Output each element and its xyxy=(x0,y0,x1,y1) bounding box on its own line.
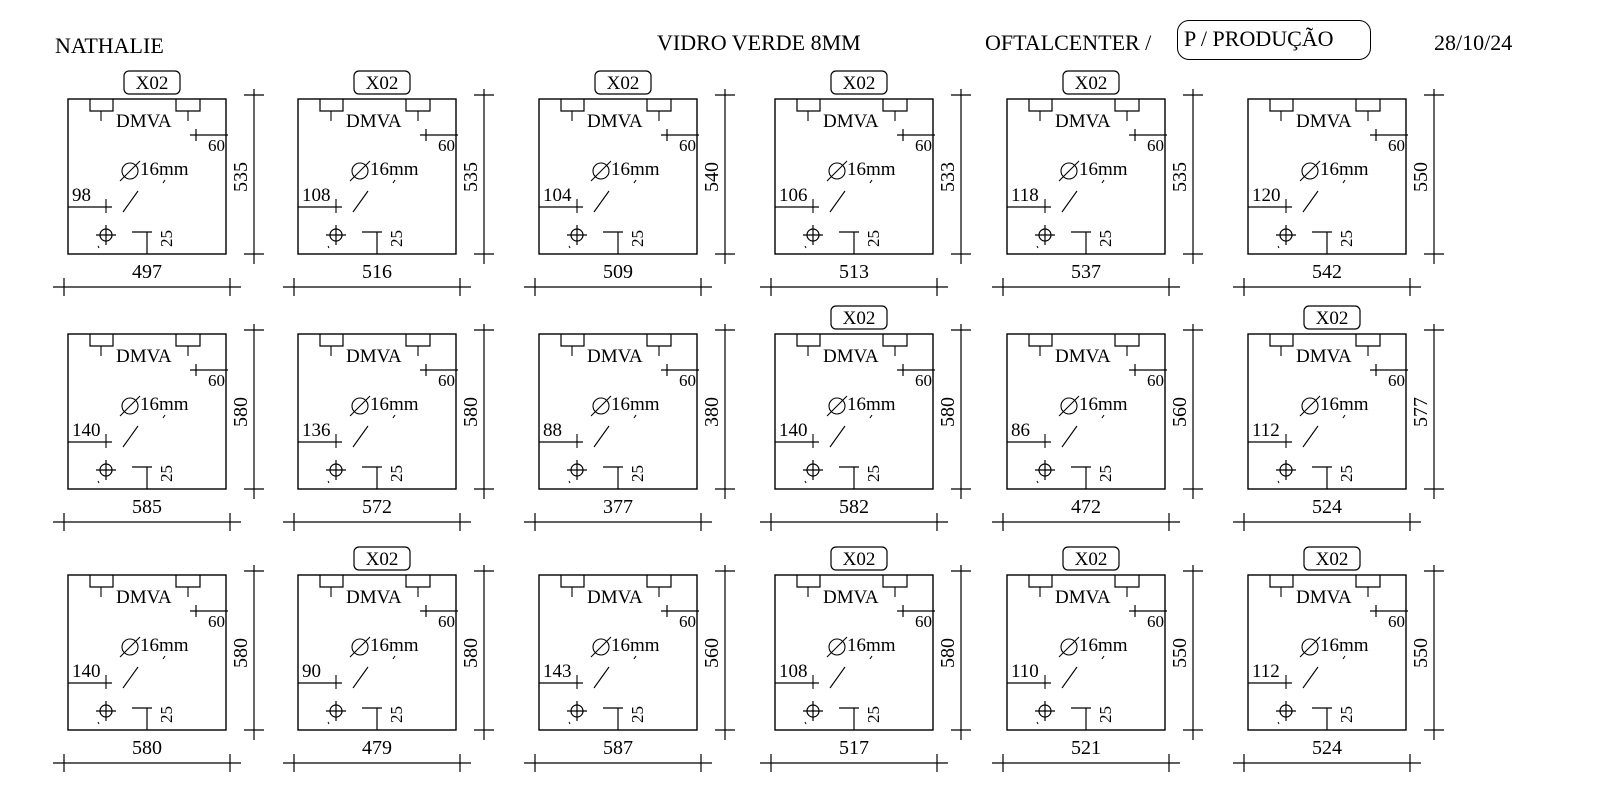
hole-dot xyxy=(98,246,99,248)
hole-dot xyxy=(805,246,806,248)
leader-line xyxy=(594,667,609,688)
hardware-label: DMVA xyxy=(823,346,879,367)
hinge-notch-right xyxy=(1115,334,1139,346)
hole-size-label: 16mm xyxy=(370,635,419,656)
edge-offset-label: 60 xyxy=(915,371,932,390)
hole-size-label: 16mm xyxy=(1320,394,1369,415)
leader-tick xyxy=(634,656,636,659)
edge-offset-label: 60 xyxy=(679,612,696,631)
leader-line xyxy=(594,426,609,447)
hole-size-label: 16mm xyxy=(370,159,419,180)
side-offset-label: 112 xyxy=(1252,420,1280,441)
leader-line xyxy=(1062,667,1077,688)
width-label: 377 xyxy=(603,496,633,518)
width-label: 524 xyxy=(1312,737,1342,759)
hinge-notch-left xyxy=(1270,575,1293,587)
leader-tick xyxy=(393,415,395,418)
leader-line xyxy=(353,426,368,447)
edge-offset-label: 60 xyxy=(208,612,225,631)
hinge-notch-left xyxy=(320,99,343,111)
height-label: 580 xyxy=(937,638,959,668)
leader-tick xyxy=(870,180,872,183)
hole-dot xyxy=(805,481,806,483)
diameter-slash xyxy=(350,637,370,657)
hinge-notch-right xyxy=(647,99,671,111)
hardware-label: DMVA xyxy=(346,111,402,132)
width-label: 587 xyxy=(603,737,633,759)
hinge-notch-right xyxy=(883,575,907,587)
hinge-notch-left xyxy=(90,99,113,111)
hole-size-label: 16mm xyxy=(1079,394,1128,415)
side-offset-label: 106 xyxy=(779,185,808,206)
bottom-offset-label: 25 xyxy=(1096,465,1115,482)
bottom-offset-label: 25 xyxy=(1096,230,1115,247)
hinge-notch-left xyxy=(561,99,584,111)
diameter-slash xyxy=(1300,396,1320,416)
hinge-notch-right xyxy=(1356,334,1380,346)
width-label: 537 xyxy=(1071,261,1101,283)
side-offset-label: 98 xyxy=(72,185,91,206)
height-label: 540 xyxy=(701,162,723,192)
hole-dot xyxy=(328,246,329,248)
hole-size-label: 16mm xyxy=(1079,635,1128,656)
hardware-label: DMVA xyxy=(1055,587,1111,608)
width-label: 585 xyxy=(132,496,162,518)
width-label: 509 xyxy=(603,261,633,283)
edge-offset-label: 60 xyxy=(438,612,455,631)
width-label: 524 xyxy=(1312,496,1342,518)
side-offset-label: 90 xyxy=(302,661,321,682)
client-name: NATHALIE xyxy=(55,33,164,58)
diameter-slash xyxy=(591,637,611,657)
side-offset-label: 136 xyxy=(302,420,331,441)
width-label: 517 xyxy=(839,737,869,759)
hole-dot xyxy=(98,722,99,724)
diameter-slash xyxy=(827,161,847,181)
hole-size-label: 16mm xyxy=(370,394,419,415)
panel-tag: X02 xyxy=(365,549,399,570)
diameter-slash xyxy=(827,637,847,657)
bottom-offset-label: 25 xyxy=(157,706,176,723)
side-offset-label: 104 xyxy=(543,185,572,206)
leader-line xyxy=(1062,426,1077,447)
height-label: 550 xyxy=(1410,162,1432,192)
hardware-label: DMVA xyxy=(116,111,172,132)
edge-offset-label: 60 xyxy=(1388,136,1405,155)
hinge-notch-left xyxy=(797,575,820,587)
bottom-offset-label: 25 xyxy=(864,230,883,247)
height-label: 535 xyxy=(1169,162,1191,192)
glass-panel xyxy=(283,547,494,772)
hinge-notch-left xyxy=(797,334,820,346)
hole-dot xyxy=(569,246,570,248)
leader-line xyxy=(1303,191,1318,212)
diameter-slash xyxy=(1059,396,1079,416)
diameter-slash xyxy=(120,161,140,181)
side-offset-label: 110 xyxy=(1011,661,1039,682)
height-label: 560 xyxy=(701,638,723,668)
bottom-offset-label: 25 xyxy=(628,465,647,482)
leader-line xyxy=(353,191,368,212)
height-label: 535 xyxy=(460,162,482,192)
hole-dot xyxy=(328,481,329,483)
panel-tag: X02 xyxy=(1074,549,1108,570)
bottom-offset-label: 25 xyxy=(864,706,883,723)
panel-tag: X02 xyxy=(365,73,399,94)
hole-size-label: 16mm xyxy=(1079,159,1128,180)
hinge-notch-right xyxy=(1115,99,1139,111)
leader-line xyxy=(353,667,368,688)
bottom-offset-label: 25 xyxy=(1096,706,1115,723)
edge-offset-label: 60 xyxy=(1147,371,1164,390)
edge-offset-label: 60 xyxy=(1147,612,1164,631)
hardware-label: DMVA xyxy=(587,346,643,367)
diameter-slash xyxy=(591,161,611,181)
edge-offset-label: 60 xyxy=(208,371,225,390)
height-label: 580 xyxy=(460,638,482,668)
hinge-notch-right xyxy=(647,334,671,346)
side-offset-label: 88 xyxy=(543,420,562,441)
bottom-offset-label: 25 xyxy=(157,230,176,247)
leader-tick xyxy=(163,180,165,183)
hinge-notch-left xyxy=(797,99,820,111)
customer-label: OFTALCENTER / xyxy=(985,30,1152,55)
width-label: 479 xyxy=(362,737,392,759)
height-label: 580 xyxy=(460,397,482,427)
width-label: 521 xyxy=(1071,737,1101,759)
glass-panel xyxy=(992,71,1203,296)
diameter-slash xyxy=(1059,161,1079,181)
height-label: 580 xyxy=(230,638,252,668)
edge-offset-label: 60 xyxy=(438,371,455,390)
hole-size-label: 16mm xyxy=(847,394,896,415)
diameter-slash xyxy=(1300,161,1320,181)
leader-line xyxy=(1303,667,1318,688)
leader-line xyxy=(1303,426,1318,447)
leader-tick xyxy=(1343,656,1345,659)
glass-panel xyxy=(760,306,971,531)
material-label: VIDRO VERDE 8MM xyxy=(657,30,861,55)
leader-tick xyxy=(634,180,636,183)
hardware-label: DMVA xyxy=(1055,111,1111,132)
leader-line xyxy=(123,191,138,212)
height-label: 580 xyxy=(937,397,959,427)
edge-offset-label: 60 xyxy=(1388,612,1405,631)
hinge-notch-right xyxy=(176,575,200,587)
bottom-offset-label: 25 xyxy=(387,465,406,482)
panel-tag: X02 xyxy=(1315,308,1349,329)
hole-size-label: 16mm xyxy=(140,159,189,180)
edge-offset-label: 60 xyxy=(438,136,455,155)
bottom-offset-label: 25 xyxy=(1337,465,1356,482)
hinge-notch-left xyxy=(90,334,113,346)
leader-tick xyxy=(393,656,395,659)
diameter-slash xyxy=(350,161,370,181)
panel-tag: X02 xyxy=(135,73,169,94)
edge-offset-label: 60 xyxy=(915,612,932,631)
hardware-label: DMVA xyxy=(1296,587,1352,608)
hole-dot xyxy=(569,481,570,483)
edge-offset-label: 60 xyxy=(1388,371,1405,390)
bottom-offset-label: 25 xyxy=(157,465,176,482)
hardware-label: DMVA xyxy=(116,346,172,367)
height-label: 580 xyxy=(230,397,252,427)
hinge-notch-right xyxy=(176,334,200,346)
glass-panel xyxy=(524,71,735,296)
hole-dot xyxy=(569,722,570,724)
bottom-offset-label: 25 xyxy=(387,706,406,723)
hole-dot xyxy=(1278,722,1279,724)
glass-panel xyxy=(1233,89,1444,296)
height-label: 577 xyxy=(1410,397,1432,427)
hardware-label: DMVA xyxy=(587,111,643,132)
height-label: 560 xyxy=(1169,397,1191,427)
hinge-notch-left xyxy=(1270,334,1293,346)
leader-tick xyxy=(1343,180,1345,183)
glass-panel xyxy=(53,324,264,531)
side-offset-label: 108 xyxy=(779,661,808,682)
hole-dot xyxy=(1037,481,1038,483)
hole-size-label: 16mm xyxy=(1320,159,1369,180)
width-label: 572 xyxy=(362,496,392,518)
hinge-notch-left xyxy=(561,575,584,587)
panel-tag: X02 xyxy=(1074,73,1108,94)
side-offset-label: 143 xyxy=(543,661,572,682)
hardware-label: DMVA xyxy=(116,587,172,608)
leader-line xyxy=(830,667,845,688)
leader-tick xyxy=(1102,656,1104,659)
panel-tag: X02 xyxy=(1315,549,1349,570)
leader-tick xyxy=(870,415,872,418)
edge-offset-label: 60 xyxy=(1147,136,1164,155)
leader-line xyxy=(830,426,845,447)
width-label: 580 xyxy=(132,737,162,759)
diameter-slash xyxy=(591,396,611,416)
glass-panel xyxy=(760,547,971,772)
hole-dot xyxy=(1037,246,1038,248)
diameter-slash xyxy=(120,396,140,416)
hinge-notch-left xyxy=(320,334,343,346)
height-label: 535 xyxy=(230,162,252,192)
hole-size-label: 16mm xyxy=(611,635,660,656)
width-label: 582 xyxy=(839,496,869,518)
hole-size-label: 16mm xyxy=(847,635,896,656)
hole-size-label: 16mm xyxy=(611,159,660,180)
edge-offset-label: 60 xyxy=(679,371,696,390)
panel-tag: X02 xyxy=(842,73,876,94)
side-offset-label: 140 xyxy=(72,661,101,682)
diameter-slash xyxy=(120,637,140,657)
leader-tick xyxy=(163,415,165,418)
hardware-label: DMVA xyxy=(587,587,643,608)
hardware-label: DMVA xyxy=(1296,111,1352,132)
hinge-notch-left xyxy=(320,575,343,587)
height-label: 550 xyxy=(1410,638,1432,668)
leader-tick xyxy=(870,656,872,659)
glass-panel xyxy=(992,547,1203,772)
glass-panel xyxy=(524,565,735,772)
side-offset-label: 118 xyxy=(1011,185,1039,206)
bottom-offset-label: 25 xyxy=(1337,230,1356,247)
glass-panel xyxy=(53,71,264,296)
leader-line xyxy=(594,191,609,212)
leader-tick xyxy=(163,656,165,659)
diameter-slash xyxy=(1300,637,1320,657)
hinge-notch-right xyxy=(406,99,430,111)
side-offset-label: 108 xyxy=(302,185,331,206)
glass-panel xyxy=(524,324,735,531)
hardware-label: DMVA xyxy=(346,587,402,608)
panel-tag: X02 xyxy=(842,308,876,329)
hole-size-label: 16mm xyxy=(847,159,896,180)
width-label: 497 xyxy=(132,261,162,283)
hinge-notch-right xyxy=(1115,575,1139,587)
hinge-notch-left xyxy=(1029,99,1052,111)
leader-line xyxy=(1062,191,1077,212)
hardware-label: DMVA xyxy=(346,346,402,367)
hinge-notch-right xyxy=(883,99,907,111)
hinge-notch-right xyxy=(647,575,671,587)
edge-offset-label: 60 xyxy=(679,136,696,155)
hole-size-label: 16mm xyxy=(1320,635,1369,656)
hinge-notch-left xyxy=(561,334,584,346)
width-label: 542 xyxy=(1312,261,1342,283)
width-label: 513 xyxy=(839,261,869,283)
glass-panel xyxy=(760,71,971,296)
width-label: 516 xyxy=(362,261,392,283)
stage-label: P / PRODUÇÃO xyxy=(1184,26,1334,51)
hinge-notch-left xyxy=(1029,334,1052,346)
bottom-offset-label: 25 xyxy=(864,465,883,482)
side-offset-label: 112 xyxy=(1252,661,1280,682)
hole-dot xyxy=(328,722,329,724)
diameter-slash xyxy=(827,396,847,416)
hinge-notch-right xyxy=(1356,575,1380,587)
hole-dot xyxy=(98,481,99,483)
hole-dot xyxy=(1278,246,1279,248)
height-label: 533 xyxy=(937,162,959,192)
hinge-notch-right xyxy=(883,334,907,346)
hinge-notch-right xyxy=(176,99,200,111)
panel-tag: X02 xyxy=(842,549,876,570)
width-label: 472 xyxy=(1071,496,1101,518)
side-offset-label: 140 xyxy=(779,420,808,441)
side-offset-label: 140 xyxy=(72,420,101,441)
hinge-notch-right xyxy=(406,575,430,587)
leader-line xyxy=(830,191,845,212)
hardware-label: DMVA xyxy=(823,587,879,608)
hole-size-label: 16mm xyxy=(611,394,660,415)
edge-offset-label: 60 xyxy=(208,136,225,155)
hinge-notch-left xyxy=(90,575,113,587)
leader-tick xyxy=(634,415,636,418)
leader-tick xyxy=(1102,415,1104,418)
hole-size-label: 16mm xyxy=(140,394,189,415)
hardware-label: DMVA xyxy=(823,111,879,132)
bottom-offset-label: 25 xyxy=(628,706,647,723)
date-label: 28/10/24 xyxy=(1434,30,1513,55)
hinge-notch-right xyxy=(406,334,430,346)
side-offset-label: 120 xyxy=(1252,185,1281,206)
hardware-label: DMVA xyxy=(1296,346,1352,367)
hole-dot xyxy=(1037,722,1038,724)
hole-size-label: 16mm xyxy=(140,635,189,656)
side-offset-label: 86 xyxy=(1011,420,1030,441)
hinge-notch-left xyxy=(1029,575,1052,587)
edge-offset-label: 60 xyxy=(915,136,932,155)
height-label: 380 xyxy=(701,397,723,427)
bottom-offset-label: 25 xyxy=(628,230,647,247)
leader-tick xyxy=(393,180,395,183)
diameter-slash xyxy=(1059,637,1079,657)
glass-panel xyxy=(53,565,264,772)
hole-dot xyxy=(805,722,806,724)
diameter-slash xyxy=(350,396,370,416)
bottom-offset-label: 25 xyxy=(1337,706,1356,723)
leader-tick xyxy=(1343,415,1345,418)
leader-line xyxy=(123,667,138,688)
hardware-label: DMVA xyxy=(1055,346,1111,367)
glass-panel xyxy=(283,71,494,296)
panel-tag: X02 xyxy=(606,73,640,94)
glass-panel xyxy=(1233,547,1444,772)
glass-panel xyxy=(1233,306,1444,531)
glass-panel xyxy=(992,324,1203,531)
leader-tick xyxy=(1102,180,1104,183)
hole-dot xyxy=(1278,481,1279,483)
hinge-notch-right xyxy=(1356,99,1380,111)
leader-line xyxy=(123,426,138,447)
hinge-notch-left xyxy=(1270,99,1293,111)
height-label: 550 xyxy=(1169,638,1191,668)
bottom-offset-label: 25 xyxy=(387,230,406,247)
glass-panel xyxy=(283,324,494,531)
